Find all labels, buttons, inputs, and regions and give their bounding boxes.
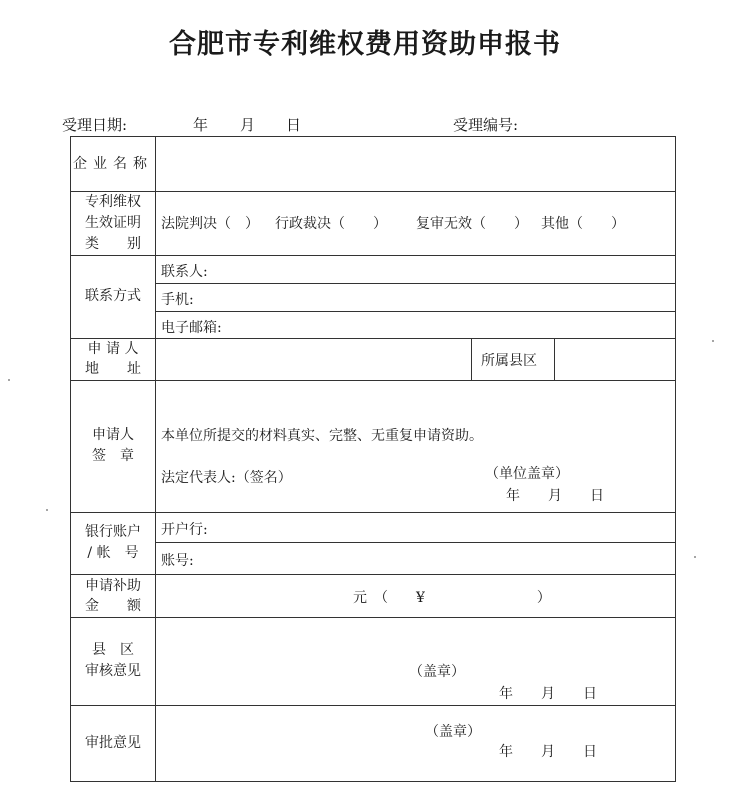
row-divider <box>71 512 675 513</box>
applicant-address-field[interactable] <box>157 340 469 378</box>
email-field[interactable]: 电子邮箱: <box>161 320 222 336</box>
applicant-address-label: 申 请 人 地 址 <box>85 341 141 377</box>
scan-speck <box>8 379 10 381</box>
page-title: 合肥市专利维权费用资助申报书 <box>169 29 561 60</box>
row-divider <box>71 338 675 339</box>
option-other[interactable]: 其他（ ） <box>541 216 625 232</box>
account-number-field[interactable]: 账号: <box>161 553 194 569</box>
county-review-date: 年 月 日 <box>499 686 597 702</box>
subsidy-amount-label: 申请补助 金 额 <box>85 577 141 614</box>
accept-month-label: 月 <box>240 116 256 134</box>
option-court-judgment[interactable]: 法院判决（ ） <box>161 216 259 232</box>
declaration-text: 本单位所提交的材料真实、完整、无重复申请资助。 <box>161 428 483 444</box>
bank-account-label: 银行账户 / 帐 号 <box>85 524 141 561</box>
signature-date: 年 月 日 <box>506 488 604 504</box>
patent-proof-type-label: 专利维权 生效证明 类 别 <box>85 193 141 252</box>
county-review-label: 县 区 审核意见 <box>85 642 141 679</box>
label-column-divider <box>155 137 156 781</box>
row-divider <box>71 191 675 192</box>
scan-speck <box>694 556 696 558</box>
row-divider <box>71 380 675 381</box>
county-column-divider <box>471 338 472 380</box>
row-divider <box>71 255 675 256</box>
approval-opinion-label: 审批意见 <box>85 734 141 751</box>
bank-sub-divider <box>155 542 675 543</box>
scan-speck <box>46 509 48 511</box>
accept-day-label: 日 <box>286 116 302 134</box>
company-name-field[interactable] <box>157 139 673 189</box>
accept-date-label: 受理日期: <box>62 116 128 134</box>
scan-speck <box>712 340 714 342</box>
accept-number-label: 受理编号: <box>453 116 519 134</box>
county-district-field[interactable] <box>557 340 673 378</box>
contact-person-field[interactable]: 联系人: <box>161 264 208 280</box>
county-district-label: 所属县区 <box>481 353 537 369</box>
approval-seal: （盖章） <box>425 724 481 740</box>
applicant-seal-label: 申请人 签 章 <box>92 427 134 464</box>
contact-sub-divider <box>155 311 675 312</box>
county-review-seal: （盖章） <box>409 664 465 680</box>
subsidy-amount-field[interactable]: 元 （ ¥ ） <box>353 590 551 606</box>
option-administrative-ruling[interactable]: 行政裁决（ ） <box>275 216 387 232</box>
bank-name-field[interactable]: 开户行: <box>161 522 208 538</box>
application-form-table <box>70 136 676 782</box>
contact-label: 联系方式 <box>85 288 141 304</box>
option-reexamination-invalid[interactable]: 复审无效（ ） <box>416 216 528 232</box>
row-divider <box>71 574 675 575</box>
contact-sub-divider <box>155 283 675 284</box>
row-divider <box>71 617 675 618</box>
mobile-field[interactable]: 手机: <box>161 292 194 308</box>
county-column-divider <box>554 338 555 380</box>
legal-representative-signature[interactable]: 法定代表人:（签名） <box>161 470 292 486</box>
accept-year-label: 年 <box>193 116 209 134</box>
unit-seal-label: （单位盖章） <box>485 466 569 482</box>
row-divider <box>71 705 675 706</box>
company-name-label: 企业名称 <box>73 155 153 172</box>
approval-date: 年 月 日 <box>499 744 597 760</box>
